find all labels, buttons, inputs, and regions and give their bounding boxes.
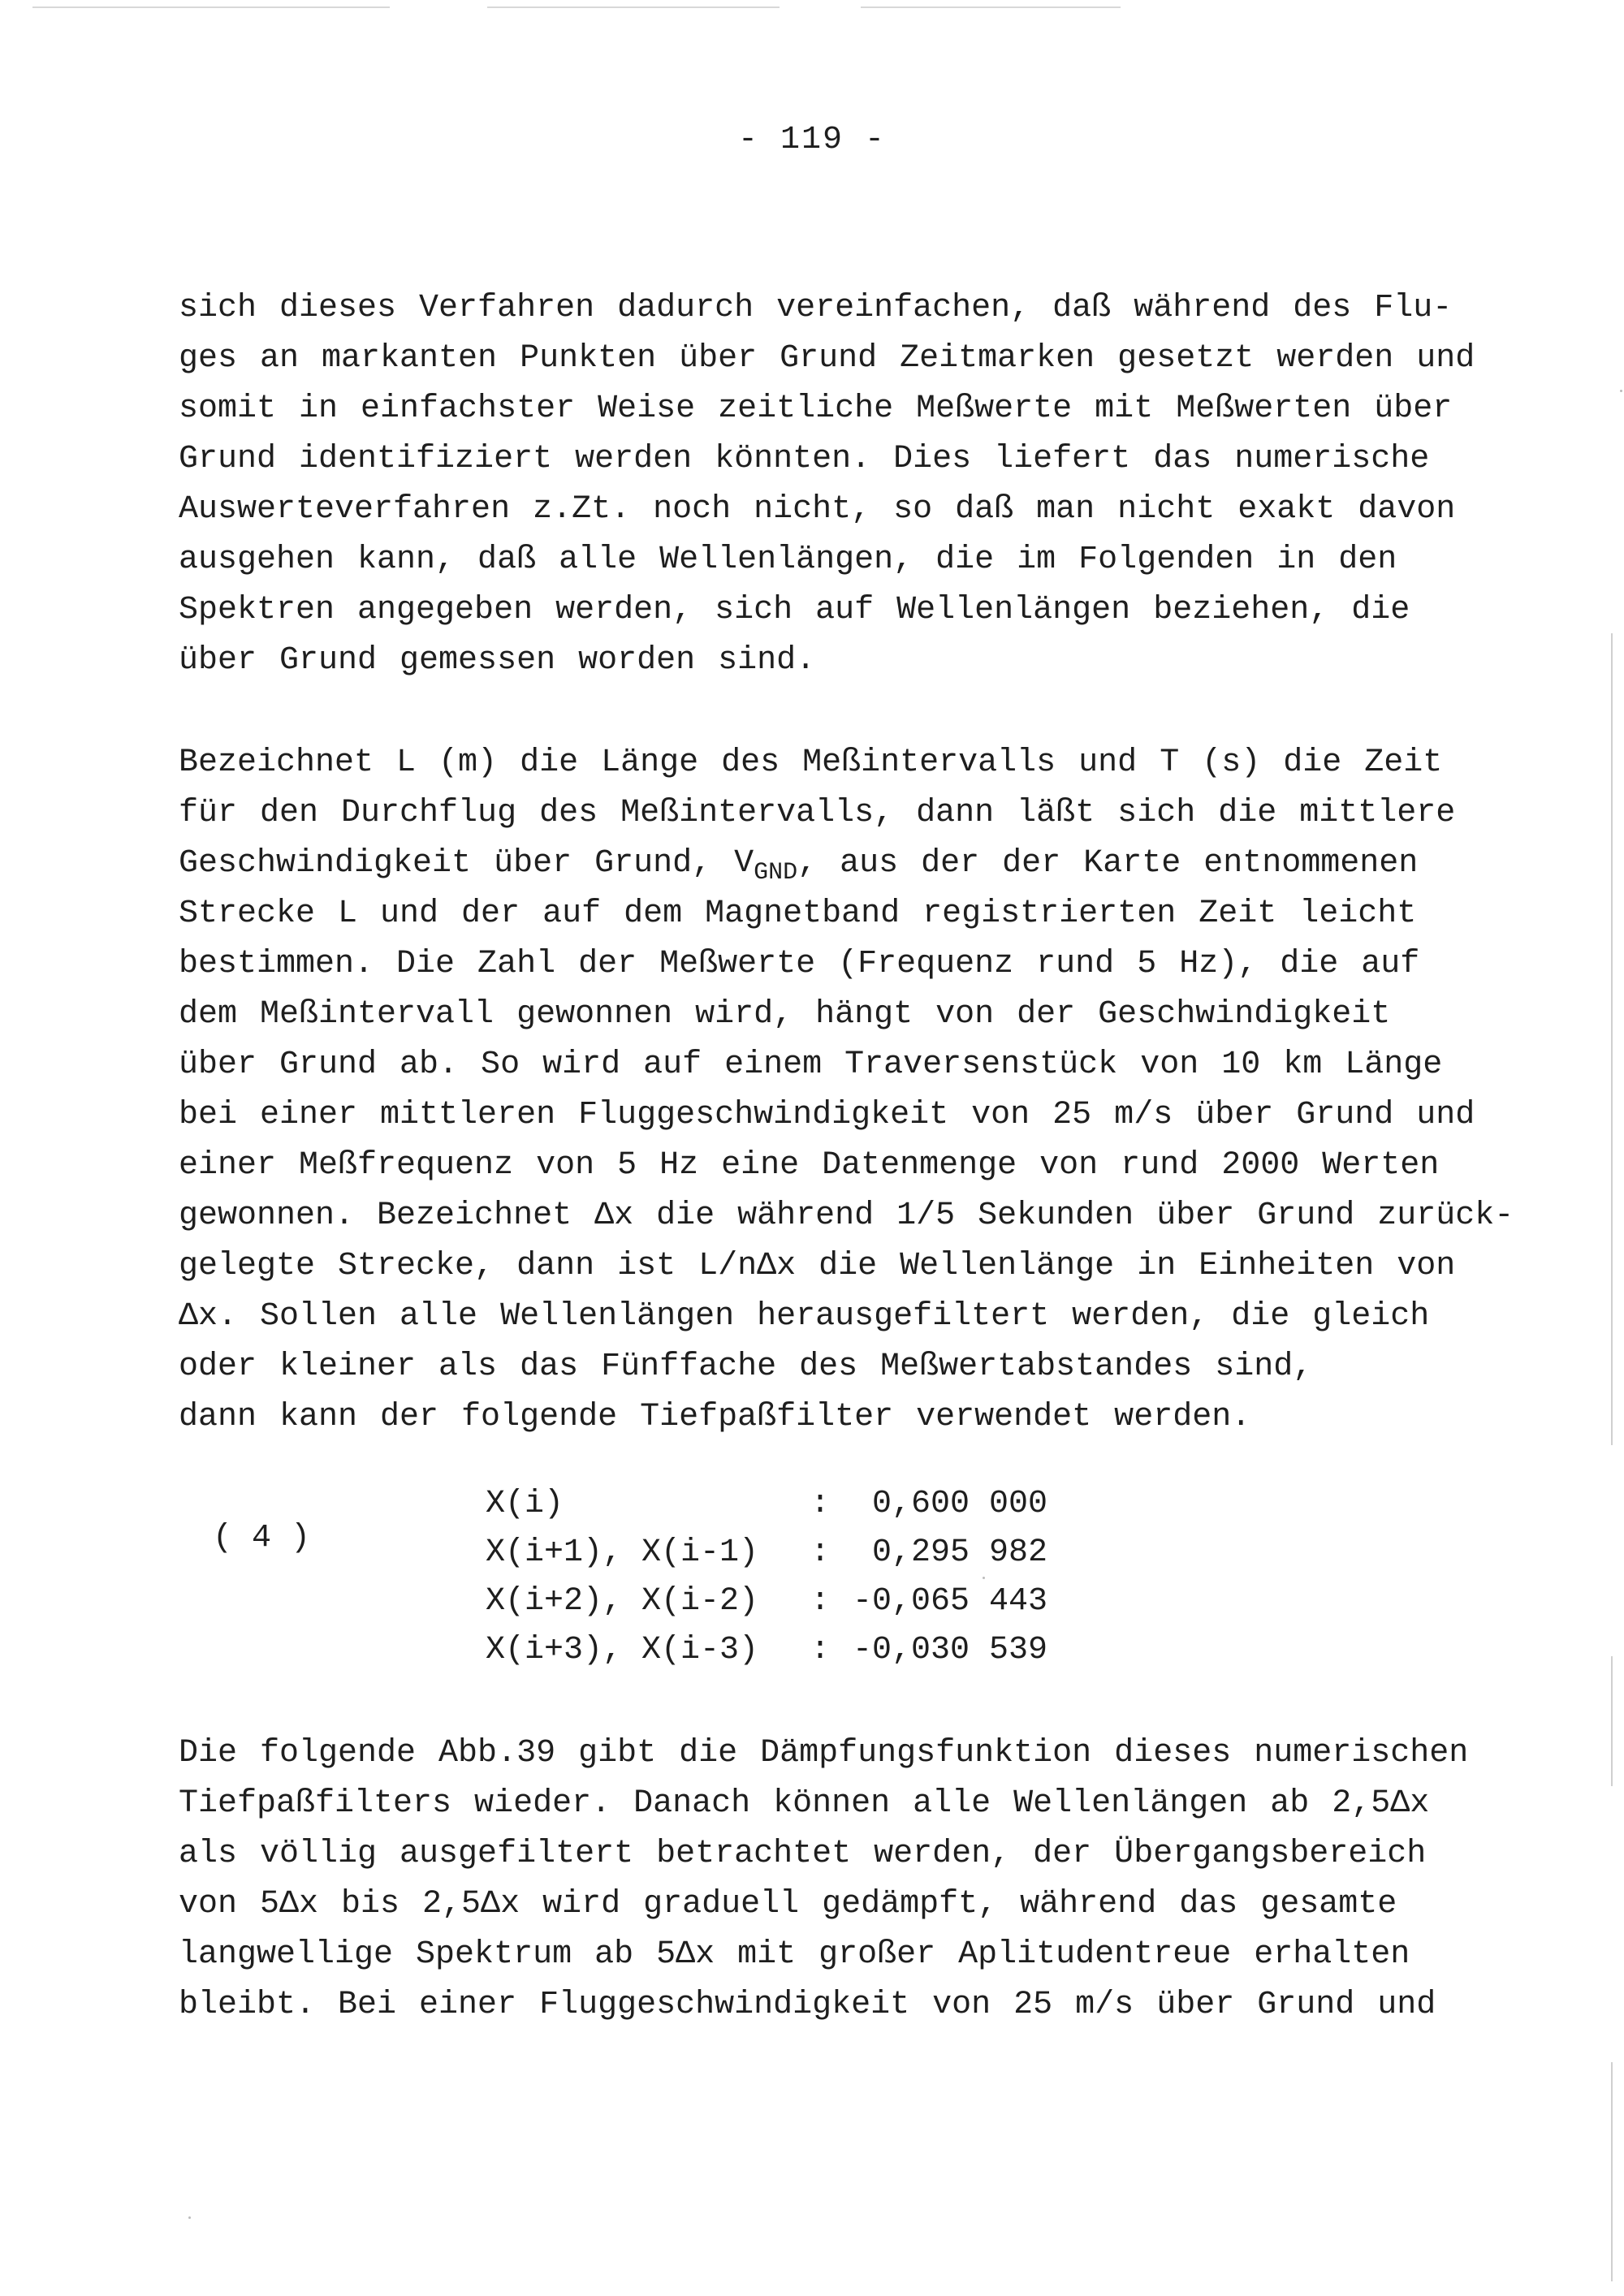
equation-label: ( 4 ) [213, 1520, 311, 1556]
text-line: Grund identifiziert werden könnten. Dies liefert das numerische [179, 441, 1430, 477]
vgnd-subscript: GND [754, 859, 798, 887]
equation-colon: : [810, 1632, 830, 1668]
scan-speck [983, 1577, 985, 1579]
equation-value: -0,030 539 [852, 1632, 1047, 1668]
page-number: - 119 - [737, 122, 887, 158]
text-line: dann kann der folgende Tiefpaßfilter verwendet werden. [179, 1399, 1251, 1435]
text-line: bleibt. Bei einer Fluggeschwindigkeit von 25 m/s über Grund und [179, 1987, 1436, 2023]
scan-top-rule [861, 6, 1121, 8]
equation-value: 0,295 982 [871, 1534, 1047, 1571]
text-line: Tiefpaßfilters wieder. Danach können alle Wellenlängen ab 2,5Δx [179, 1785, 1430, 1822]
text-line: Die folgende Abb.39 gibt die Dämpfungsfunktion dieses numerischen [179, 1735, 1469, 1772]
text-line: somit in einfachster Weise zeitliche Meßwerte mit Meßwerten über [179, 391, 1453, 427]
equation-lhs: X(i) [486, 1486, 564, 1522]
vgnd-text-before: Geschwindigkeit über Grund, V [179, 845, 754, 882]
text-line: Spektren angegeben werden, sich auf Wellenlängen beziehen, die [179, 592, 1410, 628]
scan-top-rule [487, 6, 780, 8]
scan-speck [1620, 390, 1622, 392]
text-line: Auswerteverfahren z.Zt. noch nicht, so daß man nicht exakt davon [179, 491, 1456, 528]
scan-top-rule [32, 6, 390, 8]
text-line: langwellige Spektrum ab 5Δx mit großer Aplitudentreue erhalten [179, 1936, 1410, 1973]
equation-lhs: X(i+1), X(i-1) [486, 1534, 759, 1571]
equation-value: 0,600 000 [871, 1486, 1047, 1522]
scan-right-rule [1611, 2062, 1613, 2281]
text-line: für den Durchflug des Meßintervalls, dann läßt sich die mittlere [179, 795, 1456, 831]
text-line: über Grund ab. So wird auf einem Traversenstück von 10 km Länge [179, 1047, 1443, 1083]
text-line: einer Meßfrequenz von 5 Hz eine Datenmenge von rund 2000 Werten [179, 1147, 1440, 1184]
text-line: Δx. Sollen alle Wellenlängen herausgefiltert werden, die gleich [179, 1298, 1430, 1335]
text-line: Strecke L und der auf dem Magnetband registrierten Zeit leicht [179, 896, 1417, 932]
equation-lhs: X(i+3), X(i-3) [486, 1632, 759, 1668]
text-line: ausgehen kann, daß alle Wellenlängen, die im Folgenden in den [179, 542, 1397, 578]
equation-colon: : [810, 1583, 830, 1620]
text-line: ges an markanten Punkten über Grund Zeitmarken gesetzt werden und [179, 340, 1475, 377]
text-line: Bezeichnet L (m) die Länge des Meßintervalls und T (s) die Zeit [179, 744, 1443, 781]
text-line: dem Meßintervall gewonnen wird, hängt von der Geschwindigkeit [179, 996, 1391, 1033]
scan-right-rule [1611, 633, 1613, 1445]
text-line: als völlig ausgefiltert betrachtet werden, der Übergangsbereich [179, 1836, 1427, 1872]
text-line: oder kleiner als das Fünffache des Meßwertabstandes sind, [179, 1349, 1313, 1385]
equation-value: -0,065 443 [852, 1583, 1047, 1620]
equation-lhs: X(i+2), X(i-2) [486, 1583, 759, 1620]
equation-colon: : [810, 1534, 830, 1571]
text-line: gelegte Strecke, dann ist L/nΔx die Wellenlänge in Einheiten von [179, 1248, 1456, 1284]
text-line: sich dieses Verfahren dadurch vereinfachen, daß während des Flu- [179, 290, 1453, 326]
scan-right-rule [1611, 1656, 1613, 1786]
equation-colon: : [810, 1486, 830, 1522]
vgnd-text-after: , aus der der Karte entnommenen [797, 845, 1419, 882]
text-line: gewonnen. Bezeichnet Δx die während 1/5 Sekunden über Grund zurück- [179, 1198, 1514, 1234]
scan-speck [188, 2216, 191, 2219]
text-line-vgnd [179, 844, 1494, 887]
text-line: von 5Δx bis 2,5Δx wird graduell gedämpft, während das gesamte [179, 1886, 1397, 1923]
text-line: bei einer mittleren Fluggeschwindigkeit von 25 m/s über Grund und [179, 1097, 1475, 1133]
text-line: über Grund gemessen worden sind. [179, 642, 816, 679]
text-line: bestimmen. Die Zahl der Meßwerte (Frequenz rund 5 Hz), die auf [179, 946, 1420, 982]
